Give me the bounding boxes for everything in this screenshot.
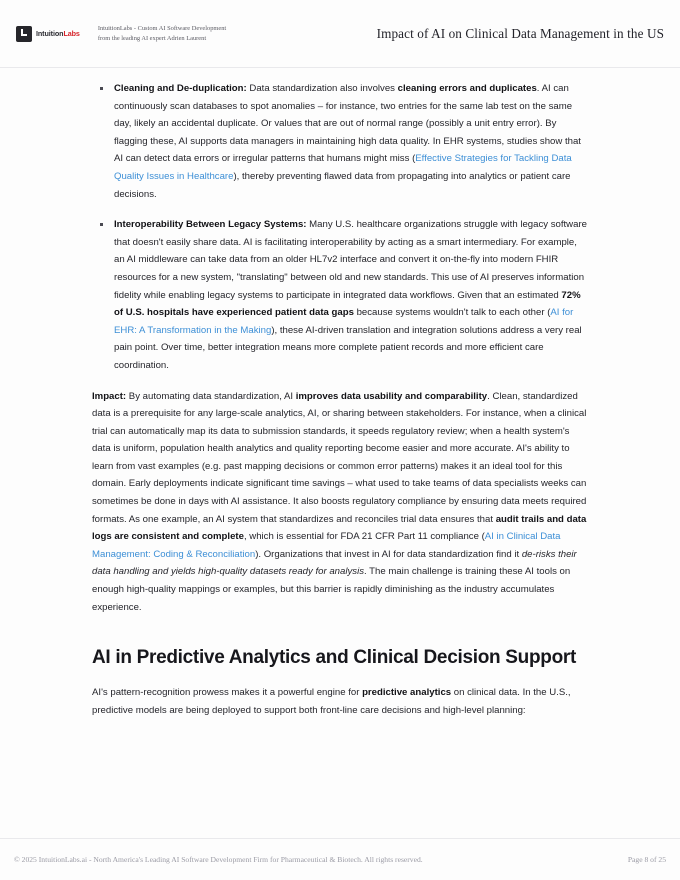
emphasis-italic: de-risks their data handling and yields high-quality datasets ready for analysis bbox=[92, 548, 577, 578]
text-run: ), these AI-driven translation and integration solutions address a very real pain point. Over time, better integration means more complete patient records and more efficient care coordination. bbox=[114, 324, 582, 371]
list-item bbox=[114, 80, 588, 203]
document-content bbox=[0, 70, 680, 732]
brand-wordmark-part1: Intuition bbox=[36, 28, 64, 38]
rich-text bbox=[114, 83, 581, 200]
document-title: Impact of AI on Clinical Data Management in the US bbox=[376, 25, 664, 41]
emphasis-bold: cleaning errors and duplicates bbox=[397, 83, 537, 94]
footer-copyright: © 2025 IntuitionLabs.ai - North America's Leading AI Software Development Firm for Pharmaceutical & Biotech. All rights reserved. bbox=[14, 855, 423, 864]
text-run: AI's pattern-recognition prowess makes it a powerful engine for bbox=[92, 686, 363, 698]
rich-text bbox=[92, 391, 586, 613]
text-run: . The main challenge is training these AI tools on enough high-quality mappings or examples, but this barrier is rapidly diminishing as the industry accumulates experience. bbox=[92, 566, 571, 613]
text-run: ). Organizations that invest in AI for data standardization find it bbox=[255, 548, 522, 560]
emphasis-bold: predictive analytics bbox=[362, 686, 452, 698]
text-run: , which is essential for FDA 21 CFR Part 11 compliance ( bbox=[243, 531, 485, 543]
emphasis-bold: 72% of U.S. hospitals have experienced patient data gaps bbox=[114, 289, 581, 319]
list-item-lead: Cleaning and De-duplication: bbox=[114, 83, 247, 94]
rich-text bbox=[114, 219, 587, 371]
brand-wordmark bbox=[36, 30, 80, 37]
text-run: ), thereby preventing flawed data from propagating into analytics or patient care decisions. bbox=[114, 170, 571, 200]
section-heading: AI in Predictive Analytics and Clinical Decision Support bbox=[92, 647, 577, 669]
text-run: . AI can continuously scan databases to spot anomalies – for instance, two entries for the same lab test on the same day, likely an accidental duplicate. Or values that are out of normal range (possibly a unit entry error). By flagging these, AI supports data managers in maintaining high data quality. In EHR systems, studies show that AI can detect data errors or irregular patterns that humans might miss ( bbox=[114, 83, 581, 165]
text-run: By automating data standardization, AI bbox=[126, 390, 296, 402]
brand-wordmark-part2: Labs bbox=[63, 28, 80, 38]
intuitionlabs-logo-icon bbox=[16, 26, 32, 42]
rich-text bbox=[92, 687, 571, 716]
page-header bbox=[0, 0, 680, 68]
text-run: because systems wouldn't talk to each other ( bbox=[353, 307, 551, 319]
text-run: on clinical data. In the U.S., predictive models are being deployed to support both front-line care decisions and high-level planning: bbox=[92, 686, 571, 716]
reference-link[interactable]: AI for EHR: A Transformation in the Making bbox=[114, 307, 574, 336]
text-run: Many U.S. healthcare organizations struggle with legacy software that doesn't easily share data. AI is facilitating interoperability by acting as a smart intermediary. For example, an AI middleware can take data from an older HL7v2 interface and convert it on-the-fly into modern FHIR resources for a new system, "translating" between old and new standards. This use of AI preserves information fidelity while enabling legacy systems to participate in integrated data workflows. Given that an estimated bbox=[114, 219, 587, 301]
text-run: . Clean, standardized data is a prerequisite for any large-scale analytics, AI, or sharing between stakeholders. For instance, when a clinical trial can automatically map its data to submission standards, it speeds regulatory review; when a health system's data is uniform, population health analytics and quality reporting become easier and more accurate. AI's ability to learn from vast examples (e.g. past mapping decisions or common error patterns) makes it an ideal tool for this domain. Early deployments indicate significant time savings – what used to take teams of data specialists weeks can sometimes be done in days with AI assistance. It also boosts regulatory compliance by ensuring data meets required formats. As one example, an AI system that standardizes and reconciles trial data ensures that bbox=[92, 390, 587, 525]
reference-link[interactable]: Effective Strategies for Tackling Data Quality Issues in Healthcare bbox=[114, 153, 572, 182]
list-item-lead: Interoperability Between Legacy Systems: bbox=[114, 219, 307, 231]
bullet-list bbox=[92, 80, 588, 375]
brand-logo[interactable] bbox=[16, 26, 80, 42]
emphasis-bold: audit trails and data logs are consistent and complete bbox=[92, 513, 587, 543]
reference-link[interactable]: AI in Clinical Data Management: Coding & Reconciliation bbox=[92, 531, 561, 560]
closing-paragraph bbox=[92, 684, 588, 719]
header-tagline-line2: from the leading AI expert Adrien Laurent bbox=[97, 34, 207, 42]
list-item bbox=[114, 216, 588, 374]
emphasis-bold: improves data usability and comparability bbox=[295, 390, 488, 402]
header-left-group bbox=[16, 24, 226, 43]
impact-paragraph bbox=[92, 388, 588, 617]
page-footer bbox=[0, 838, 680, 880]
text-run: Data standardization also involves bbox=[246, 83, 398, 94]
emphasis-bold: Impact: bbox=[92, 390, 127, 402]
header-tagline bbox=[98, 24, 226, 43]
footer-page-number: Page 8 of 25 bbox=[627, 855, 666, 864]
header-tagline-line1: IntuitionLabs - Custom AI Software Development bbox=[97, 25, 227, 33]
